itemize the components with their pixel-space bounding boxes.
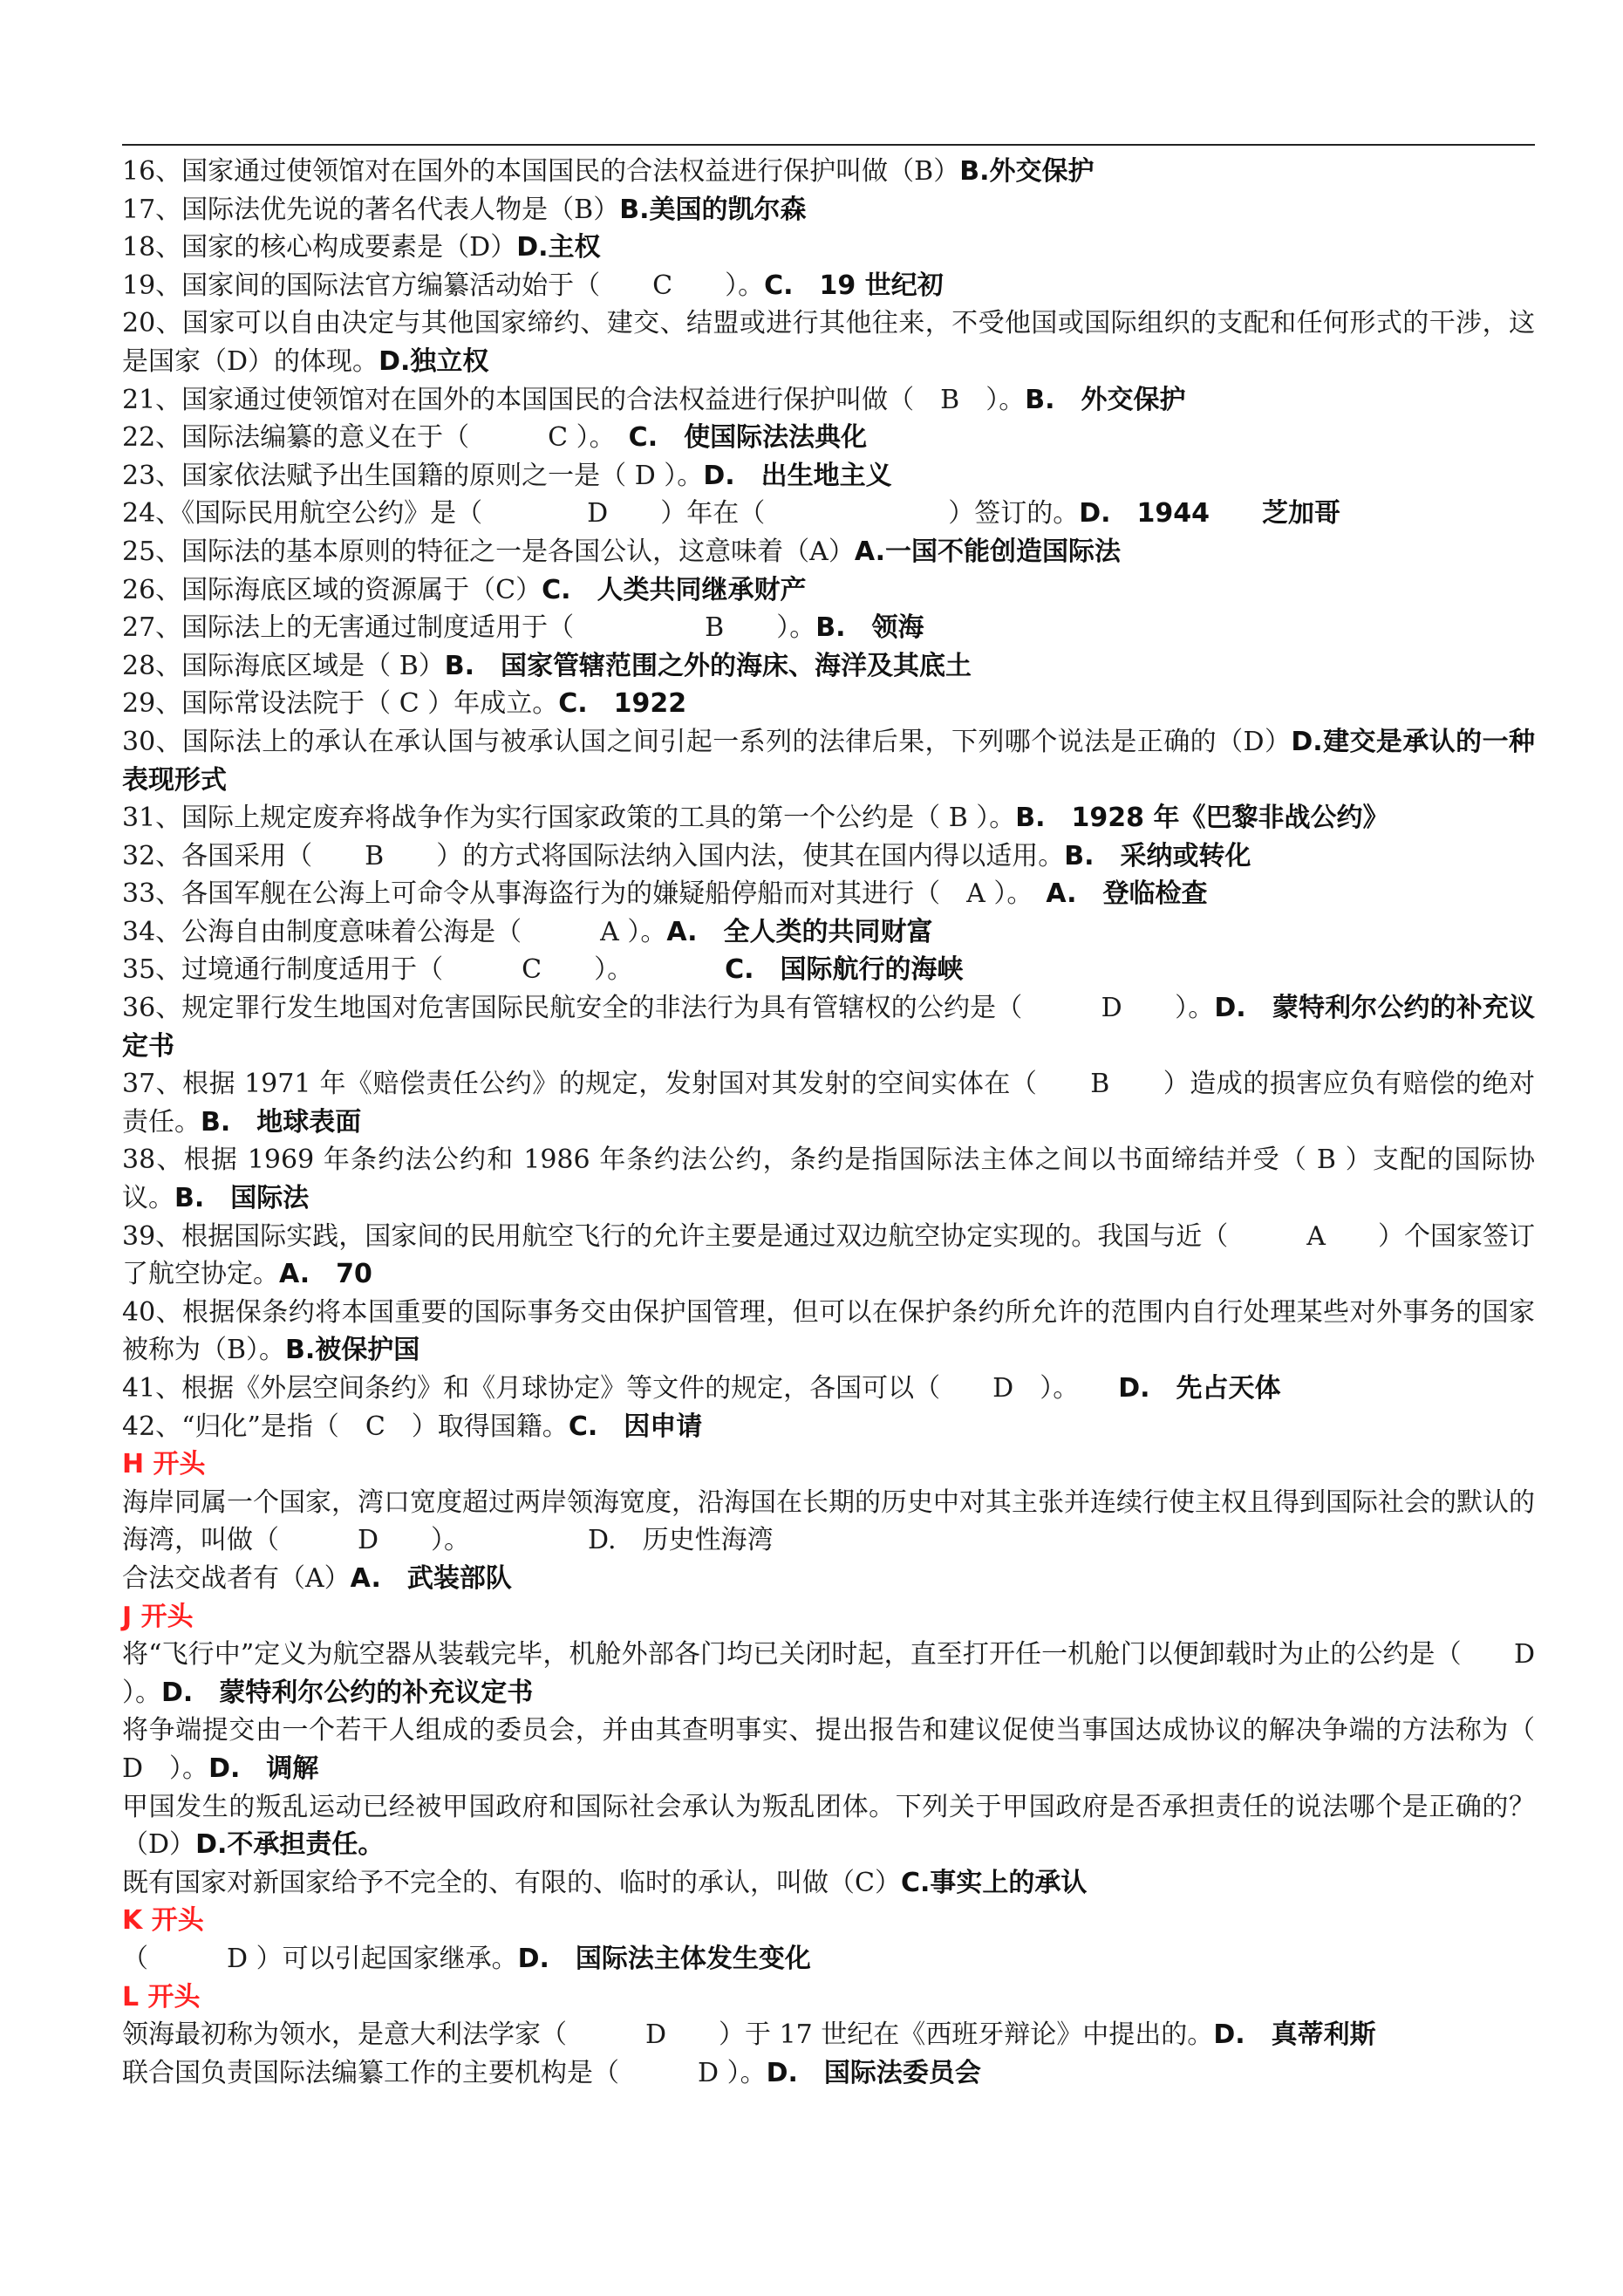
question-text: 41、根据《外层空间条约》和《月球协定》等文件的规定，各国可以（ D ）。 — [122, 1373, 1119, 1404]
question-text: 35、过境通行制度适用于（ C ）。 — [122, 954, 726, 986]
question-item — [122, 229, 1535, 267]
answer-text: C.事实上的承认 — [900, 1867, 1088, 1898]
question-item — [122, 1560, 1535, 1598]
answer-text: D. 出生地主义 — [703, 460, 892, 491]
answer-text: D.独立权 — [378, 345, 489, 377]
question-text: 17、国际法优先说的著名代表人物是（B） — [122, 194, 620, 225]
question-list — [122, 153, 1561, 2092]
question-item — [122, 267, 1535, 305]
question-item — [122, 989, 1535, 1065]
question-text: 30、国际法上的承认在承认国与被承认国之间引起一系列的法律后果，下列哪个说法是正确的（D） — [122, 726, 1292, 757]
question-text: 31、国际上规定废弃将战争作为实行国家政策的工具的第一个公约是（ B ）。 — [122, 803, 1016, 834]
question-text: 联合国负责国际法编纂工作的主要机构是（ D ）。 — [122, 2057, 767, 2088]
answer-text: C. 19 世纪初 — [764, 270, 944, 301]
header-rule — [122, 144, 1535, 146]
answer-text: A. 70 — [279, 1259, 372, 1290]
question-item — [122, 1141, 1535, 1217]
question-text: 领海最初称为领水，是意大利法学家（ D ）于 17 世纪在《西班牙辩论》中提出的。 — [122, 2019, 1214, 2051]
question-item — [122, 1294, 1535, 1370]
question-text: （ D ）可以引起国家继承。 — [122, 1943, 518, 1974]
question-text: 24、《国际民用航空公约》是（ D ）年在（ ）签订的。 — [122, 498, 1080, 530]
question-item — [122, 1636, 1535, 1712]
answer-text: A.一国不能创造国际法 — [854, 536, 1122, 567]
answer-text: C. 国际航行的海峡 — [725, 954, 964, 986]
answer-text: B. 国家管辖范围之外的海床、海洋及其底土 — [444, 650, 972, 681]
question-item — [122, 304, 1535, 380]
question-item — [122, 837, 1535, 876]
question-item — [122, 875, 1535, 913]
question-text: 39、根据国际实践，国家间的民用航空飞行的允许主要是通过双边航空协定实现的。我国与近（ A ）个国家签订了航空协定。 — [122, 1220, 1535, 1290]
question-item — [122, 951, 1535, 989]
answer-text: D. 国际法主体发生变化 — [517, 1943, 811, 1974]
section-heading: H 开头 — [122, 1449, 206, 1480]
answer-text: C. 1922 — [558, 688, 687, 720]
question-text: 16、国家通过使领馆对在国外的本国国民的合法权益进行保护叫做（B） — [122, 156, 960, 187]
question-text: 将“飞行中”定义为航空器从装载完毕，机舱外部各门均已关闭时起，直至打开任一机舱门以便卸载时为止的公约是（ D ）。 — [122, 1639, 1535, 1708]
question-item — [122, 609, 1535, 647]
question-item — [122, 1408, 1535, 1446]
question-text: 将争端提交由一个若干人组成的委员会，并由其查明事实、提出报告和建议促使当事国达成协议的解决争端的方法称为（ D ）。 — [122, 1715, 1561, 1784]
question-text: 25、国际法的基本原则的特征之一是各国公认，这意味着（A） — [122, 536, 855, 567]
question-item — [122, 153, 1535, 191]
question-text: 36、规定罪行发生地国对危害国际民航安全的非法行为具有管辖权的公约是（ D ）。 — [122, 993, 1215, 1024]
section-heading: L 开头 — [122, 1981, 201, 2012]
question-item — [122, 1370, 1535, 1408]
answer-text: B. 国际法 — [174, 1183, 310, 1214]
question-item — [122, 1864, 1535, 1903]
question-item — [122, 1712, 1561, 1787]
question-item — [122, 457, 1535, 495]
answer-text: A. 全人类的共同财富 — [666, 916, 933, 947]
question-text: 42、“归化”是指（ C ）取得国籍。 — [122, 1411, 569, 1442]
question-item — [122, 685, 1535, 723]
question-item — [122, 495, 1535, 533]
question-item — [122, 419, 1535, 457]
question-item — [122, 1484, 1535, 1560]
question-text: 37、根据 1971 年《赔偿责任公约》的规定，发射国对其发射的空间实体在（ B ）造成的损害应负有赔偿的绝对责任。 — [122, 1069, 1535, 1138]
answer-text: D.建交是承认的一种表现形式 — [122, 726, 1535, 796]
answer-text: B. 外交保护 — [1025, 384, 1186, 415]
question-text: 28、国际海底区域是（ B） — [122, 650, 445, 681]
question-item — [122, 571, 1535, 610]
question-text: 既有国家对新国家给予不完全的、有限的、临时的承认，叫做（C） — [122, 1867, 901, 1898]
answer-text: D.主权 — [516, 232, 601, 263]
question-text: 27、国际法上的无害通过制度适用于（ B ）。 — [122, 612, 816, 644]
question-text: 合法交战者有（A） — [122, 1562, 351, 1594]
question-item — [122, 723, 1535, 799]
answer-text: B. 1928 年《巴黎非战公约》 — [1015, 803, 1389, 834]
question-text: 32、各国采用（ B ）的方式将国际法纳入国内法，使其在国内得以适用。 — [122, 840, 1065, 871]
question-text: 19、国家间的国际法官方编纂活动始于（ C ）。 — [122, 270, 765, 301]
answer-text: B. 领海 — [815, 612, 924, 644]
answer-text: C. 人类共同继承财产 — [542, 574, 807, 605]
question-item — [122, 2054, 1535, 2093]
question-text: 20、国家可以自由决定与其他国家缔约、建交、结盟或进行其他往来，不受他国或国际组织的支配和任何形式的干涉，这是国家（D）的体现。 — [122, 308, 1535, 377]
question-item — [122, 1940, 1535, 1978]
answer-text: D. 真蒂利斯 — [1213, 2019, 1376, 2051]
question-item — [122, 191, 1535, 229]
answer-text: D.不承担责任。 — [195, 1829, 385, 1861]
question-item — [122, 381, 1535, 420]
question-text: 29、国际常设法院于（ C ）年成立。 — [122, 688, 559, 720]
answer-text: D. 蒙特利尔公约的补充议定书 — [161, 1677, 534, 1708]
answer-text: D. 国际法委员会 — [766, 2057, 981, 2088]
question-text: 海岸同属一个国家，湾口宽度超过两岸领海宽度，沿海国在长期的历史中对其主张并连续行使主权且得到国际社会的默认的海湾，叫做（ D ）。 D. 历史性海湾 — [122, 1486, 1535, 1556]
question-item — [122, 1218, 1535, 1294]
question-text: 33、各国军舰在公海上可命令从事海盗行为的嫌疑船停船而对其进行（ A ）。 — [122, 878, 1047, 910]
answer-text: D. 蒙特利尔公约的补充议定书 — [122, 993, 1535, 1062]
answer-text: D. 先占天体 — [1118, 1373, 1281, 1404]
question-text: 26、国际海底区域的资源属于（C） — [122, 574, 542, 605]
answer-text: B.外交保护 — [959, 156, 1095, 187]
question-item — [122, 1788, 1535, 1864]
question-item — [122, 533, 1535, 571]
question-text: 23、国家依法赋予出生国籍的原则之一是（ D ）。 — [122, 460, 704, 491]
answer-text: C. 使国际法法典化 — [628, 422, 868, 454]
question-text: 甲国发生的叛乱运动已经被甲国政府和国际社会承认为叛乱团体。下列关于甲国政府是否承担责任的说法哪个是正确的？（D） — [122, 1791, 1535, 1861]
answer-text: B. 地球表面 — [201, 1106, 362, 1138]
section-heading: K 开头 — [122, 1905, 204, 1937]
question-text: 40、根据保条约将本国重要的国际事务交由保护国管理，但可以在保护条约所允许的范围内自行处理某些对外事务的国家被称为（B）。 — [122, 1296, 1535, 1366]
question-item — [122, 2016, 1535, 2054]
section-heading: J 开头 — [122, 1601, 194, 1632]
document-page — [122, 144, 1561, 2092]
answer-text: D. 1944 芝加哥 — [1079, 498, 1341, 530]
question-text: 18、国家的核心构成要素是（D） — [122, 232, 517, 263]
question-item — [122, 799, 1535, 837]
question-item — [122, 1065, 1535, 1141]
question-text: 21、国家通过使领馆对在国外的本国国民的合法权益进行保护叫做（ B ）。 — [122, 384, 1026, 415]
answer-text: B.被保护国 — [285, 1335, 420, 1366]
answer-text: B. 采纳或转化 — [1064, 840, 1251, 871]
answer-text: A. 登临检查 — [1046, 878, 1208, 910]
question-text: 22、国际法编纂的意义在于（ C ）。 — [122, 422, 629, 454]
answer-text: A. 武装部队 — [350, 1562, 512, 1594]
answer-text: D. 调解 — [208, 1753, 319, 1784]
answer-text: B.美国的凯尔森 — [619, 194, 807, 225]
question-item — [122, 913, 1535, 952]
answer-text: C. 因申请 — [568, 1411, 703, 1442]
question-text: 38、根据 1969 年条约法公约和 1986 年条约法公约，条约是指国际法主体之间以书面缔结并受（ B ）支配的国际协议。 — [122, 1145, 1535, 1214]
question-item — [122, 647, 1535, 686]
question-text: 34、公海自由制度意味着公海是（ A ）。 — [122, 916, 667, 947]
